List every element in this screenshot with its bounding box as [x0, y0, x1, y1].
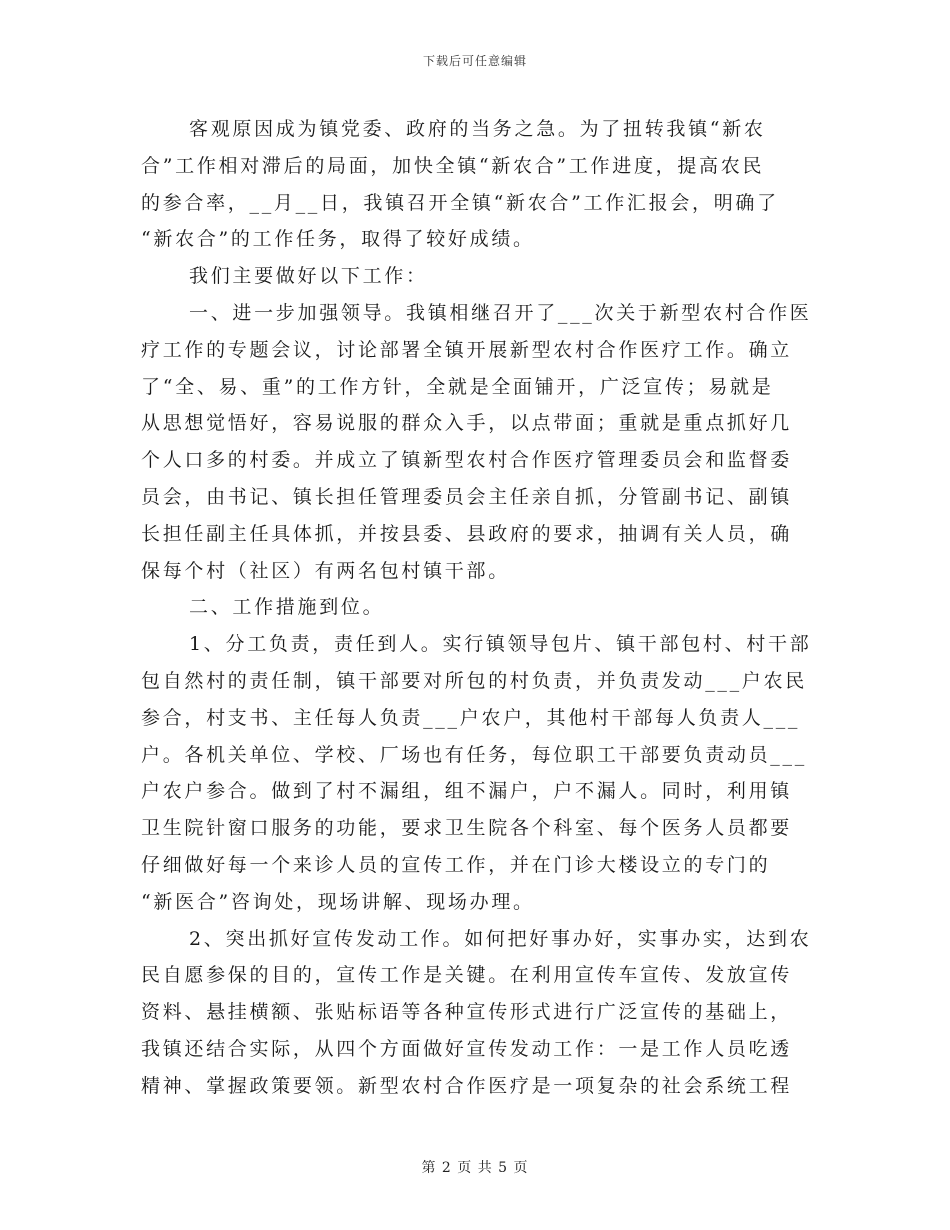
- text-line: 卫生院针窗口服务的功能，要求卫生院各个科室、每个医务人员都要: [141, 817, 793, 840]
- text-line: “新医合”咨询处，现场讲解、现场办理。: [141, 890, 535, 913]
- text-line: 个人口多的村委。并成立了镇新型农村合作医疗管理委员会和监督委: [141, 449, 793, 472]
- text-line: 户农户参合。做到了村不漏组，组不漏户，户不漏人。同时，利用镇: [141, 780, 793, 803]
- text-line: 长担任副主任具体抓，并按县委、县政府的要求，抽调有关人员，确: [141, 522, 793, 545]
- text-line: 资料、悬挂横额、张贴标语等各种宣传形式进行广泛宣传的基础上，: [141, 1001, 793, 1024]
- document-body: [141, 111, 812, 1105]
- text-line: 1、分工负责，责任到人。实行镇领导包片、镇干部包村、村干部: [189, 633, 812, 656]
- text-line: 户。各机关单位、学校、厂场也有任务，每位职工干部要负责动员___: [141, 743, 807, 766]
- text-line: 了“全、易、重”的工作方针，全就是全面铺开，广泛宣传；易就是: [141, 375, 774, 398]
- text-line: 的参合率，__月__日，我镇召开全镇“新农合”工作汇报会，明确了: [141, 191, 779, 214]
- text-line: 客观原因成为镇党委、政府的当务之急。为了扭转我镇“新农: [189, 118, 766, 140]
- text-line: 从思想觉悟好，容易说服的群众入手，以点带面；重就是重点抓好几: [141, 412, 793, 435]
- text-line: “新农合”的工作任务，取得了较好成绩。: [141, 228, 535, 251]
- text-line: 一、进一步加强领导。我镇相继召开了___次关于新型农村合作医: [189, 301, 812, 324]
- page-footer: 第 2 页 共 5 页: [421, 1160, 529, 1176]
- text-line: 员会，由书记、镇长担任管理委员会主任亲自抓，分管副书记、副镇: [141, 485, 793, 508]
- text-line: 二、工作措施到位。: [189, 596, 385, 619]
- text-line: 保每个村（社区）有两名包村镇干部。: [141, 559, 510, 582]
- page-header: 下载后可任意编辑: [422, 54, 527, 68]
- text-line: 民自愿参保的目的，宣传工作是关键。在利用宣传车宣传、发放宣传: [141, 964, 793, 987]
- text-line: 合”工作相对滞后的局面，加快全镇“新农合”工作进度，提高农民: [141, 154, 765, 177]
- text-line: 仔细做好每一个来诊人员的宣传工作，并在门诊大楼设立的专门的: [141, 853, 771, 876]
- text-line: 精神、掌握政策要领。新型农村合作医疗是一项复杂的社会系统工程: [141, 1074, 793, 1097]
- text-line: 我镇还结合实际，从四个方面做好宣传发动工作：一是工作人员吃透: [141, 1037, 793, 1060]
- text-line: 参合，村支书、主任每人负责___户农户，其他村干部每人负责人___: [141, 706, 801, 729]
- text-line: 2、突出抓好宣传发动工作。如何把好事办好，实事办实，达到农: [189, 927, 812, 950]
- text-line: 我们主要做好以下工作：: [189, 265, 428, 288]
- text-line: 疗工作的专题会议，讨论部署全镇开展新型农村合作医疗工作。确立: [141, 338, 793, 361]
- text-line: 包自然村的责任制，镇干部要对所包的村负责，并负责发动___户农民: [141, 669, 807, 692]
